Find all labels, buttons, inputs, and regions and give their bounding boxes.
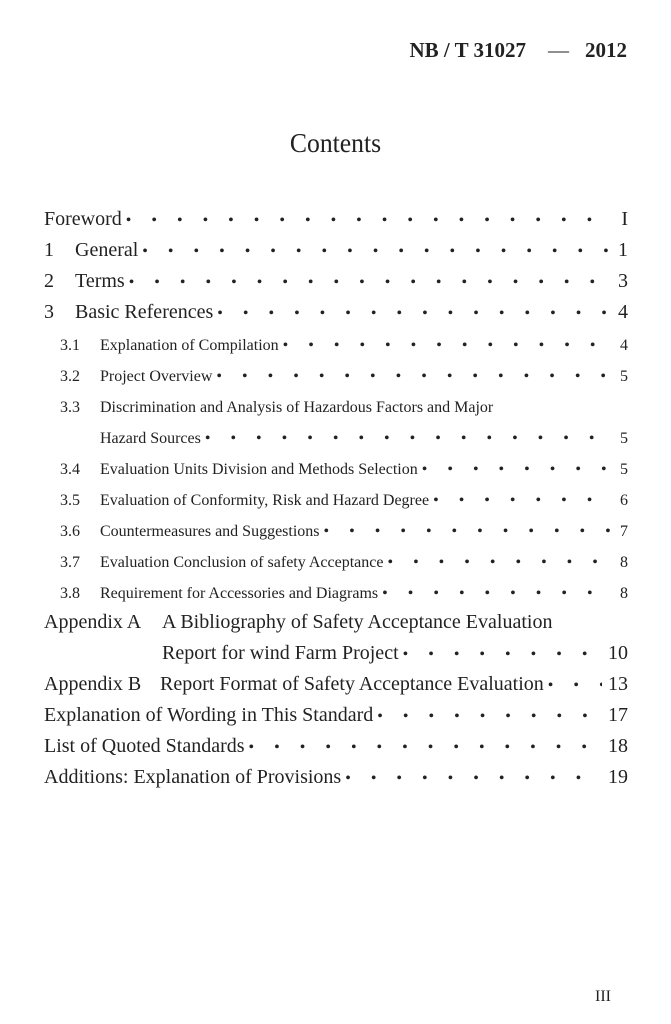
dot-leader: [422, 461, 610, 479]
toc-entry-wording[interactable]: [44, 702, 628, 733]
toc-entry-3-1[interactable]: [44, 330, 628, 361]
toc-entry-text: Terms: [75, 270, 125, 292]
toc-page-number: 10: [608, 642, 628, 664]
toc-appendix-label: Appendix B: [44, 673, 142, 695]
toc-page-number: 4: [620, 337, 628, 354]
toc-entry-text: Report for wind Farm Project: [162, 642, 399, 664]
toc-entry-3-7[interactable]: [44, 547, 628, 578]
toc-entry-3-4[interactable]: [44, 454, 628, 485]
dot-leader: [216, 368, 610, 386]
dot-leader: [249, 739, 602, 757]
toc-section-number: 3.1: [60, 337, 80, 354]
page-title: Contents: [289, 128, 382, 158]
dot-leader: [205, 430, 610, 448]
toc-section-number: 3.4: [60, 461, 80, 478]
toc-entry-3-8[interactable]: [44, 578, 628, 609]
dot-leader: [433, 492, 610, 510]
toc-entry-text: Report Format of Safety Acceptance Evaluation: [160, 673, 544, 695]
toc-entry-text: Explanation of Compilation: [100, 337, 279, 354]
toc-entry-text: Hazard Sources: [100, 430, 201, 447]
toc-section-number: 1: [44, 239, 54, 261]
toc-entry-3-3-line2[interactable]: [44, 423, 628, 454]
toc-appendix-label: Appendix A: [44, 611, 142, 633]
toc-page-number: 1: [618, 239, 628, 261]
dot-leader: [548, 677, 602, 695]
toc-page-number: 8: [620, 585, 628, 602]
toc-entry-text: Project Overview: [100, 368, 213, 385]
dot-leader: [126, 212, 610, 230]
toc-entry-text: Additions: Explanation of Provisions: [44, 766, 342, 788]
dot-leader: [283, 337, 610, 355]
toc-page-number: 3: [618, 270, 628, 292]
toc-page-number: 13: [608, 673, 628, 695]
toc-page-number: 5: [620, 461, 628, 478]
toc-page-number: 5: [620, 430, 628, 447]
toc-entry-3-3-line1[interactable]: [44, 392, 628, 423]
toc-entry-3-2[interactable]: [44, 361, 628, 392]
toc-entry-text: Discrimination and Analysis of Hazardous Factors and Major: [100, 399, 494, 416]
toc-section-number: 3: [44, 301, 54, 323]
toc-page-number: 4: [618, 301, 628, 323]
toc-section-number: 3.7: [60, 554, 80, 571]
toc-entry-text: Evaluation Units Division and Methods Selection: [100, 461, 418, 478]
dot-leader: [324, 523, 610, 541]
page-number: III: [595, 988, 611, 1005]
toc-page-number: 19: [608, 766, 628, 788]
toc-entry-text: General: [75, 239, 139, 261]
dot-leader: [377, 708, 602, 726]
toc-entry-3-5[interactable]: [44, 485, 628, 516]
toc-entry-appendix-b[interactable]: [44, 671, 628, 702]
toc-entry-text: Foreword: [44, 208, 122, 230]
toc-entry-appendix-a-line2[interactable]: [44, 640, 628, 671]
toc-page-number: 8: [620, 554, 628, 571]
toc-page-number: 18: [608, 735, 628, 757]
dot-leader: [345, 770, 602, 788]
toc-page-number: 6: [620, 492, 628, 509]
toc-entry-text: A Bibliography of Safety Acceptance Evaluation: [162, 611, 553, 633]
dot-leader: [403, 646, 602, 664]
dot-leader: [217, 305, 610, 323]
toc-entry-foreword[interactable]: [44, 206, 628, 237]
toc-entry-basic-references[interactable]: [44, 299, 628, 330]
standard-code: NB / T 31027: [409, 38, 526, 62]
toc-page-number: 5: [620, 368, 628, 385]
toc-page-number: I: [621, 208, 628, 230]
standard-header: [409, 38, 627, 63]
dot-leader: [387, 554, 610, 572]
dot-leader: [382, 585, 610, 603]
toc-section-number: 3.8: [60, 585, 80, 602]
dot-leader: [142, 243, 610, 261]
toc-entry-terms[interactable]: [44, 268, 628, 299]
header-dash: —: [548, 38, 569, 62]
toc-entry-additions[interactable]: [44, 764, 628, 795]
toc-entry-text: Evaluation of Conformity, Risk and Hazard Degree: [100, 492, 430, 509]
toc-entry-3-6[interactable]: [44, 516, 628, 547]
toc-entry-text: Evaluation Conclusion of safety Acceptance: [100, 554, 384, 571]
dot-leader: [129, 274, 610, 292]
standard-year: 2012: [585, 38, 627, 62]
toc-entry-text: Explanation of Wording in This Standard: [44, 704, 374, 726]
toc-entry-quoted-standards[interactable]: [44, 733, 628, 764]
toc-entry-text: Countermeasures and Suggestions: [100, 523, 320, 540]
toc-section-number: 3.2: [60, 368, 80, 385]
table-of-contents: [44, 206, 628, 795]
toc-entry-appendix-a-line1[interactable]: [44, 609, 628, 640]
toc-section-number: 2: [44, 270, 54, 292]
toc-entry-text: List of Quoted Standards: [44, 735, 245, 757]
toc-entry-text: Basic References: [75, 301, 214, 323]
toc-entry-text: Requirement for Accessories and Diagrams: [100, 585, 379, 602]
toc-section-number: 3.3: [60, 399, 80, 416]
toc-section-number: 3.5: [60, 492, 80, 509]
toc-page-number: 17: [608, 704, 628, 726]
toc-entry-general[interactable]: [44, 237, 628, 268]
toc-section-number: 3.6: [60, 523, 80, 540]
toc-page-number: 7: [620, 523, 628, 540]
